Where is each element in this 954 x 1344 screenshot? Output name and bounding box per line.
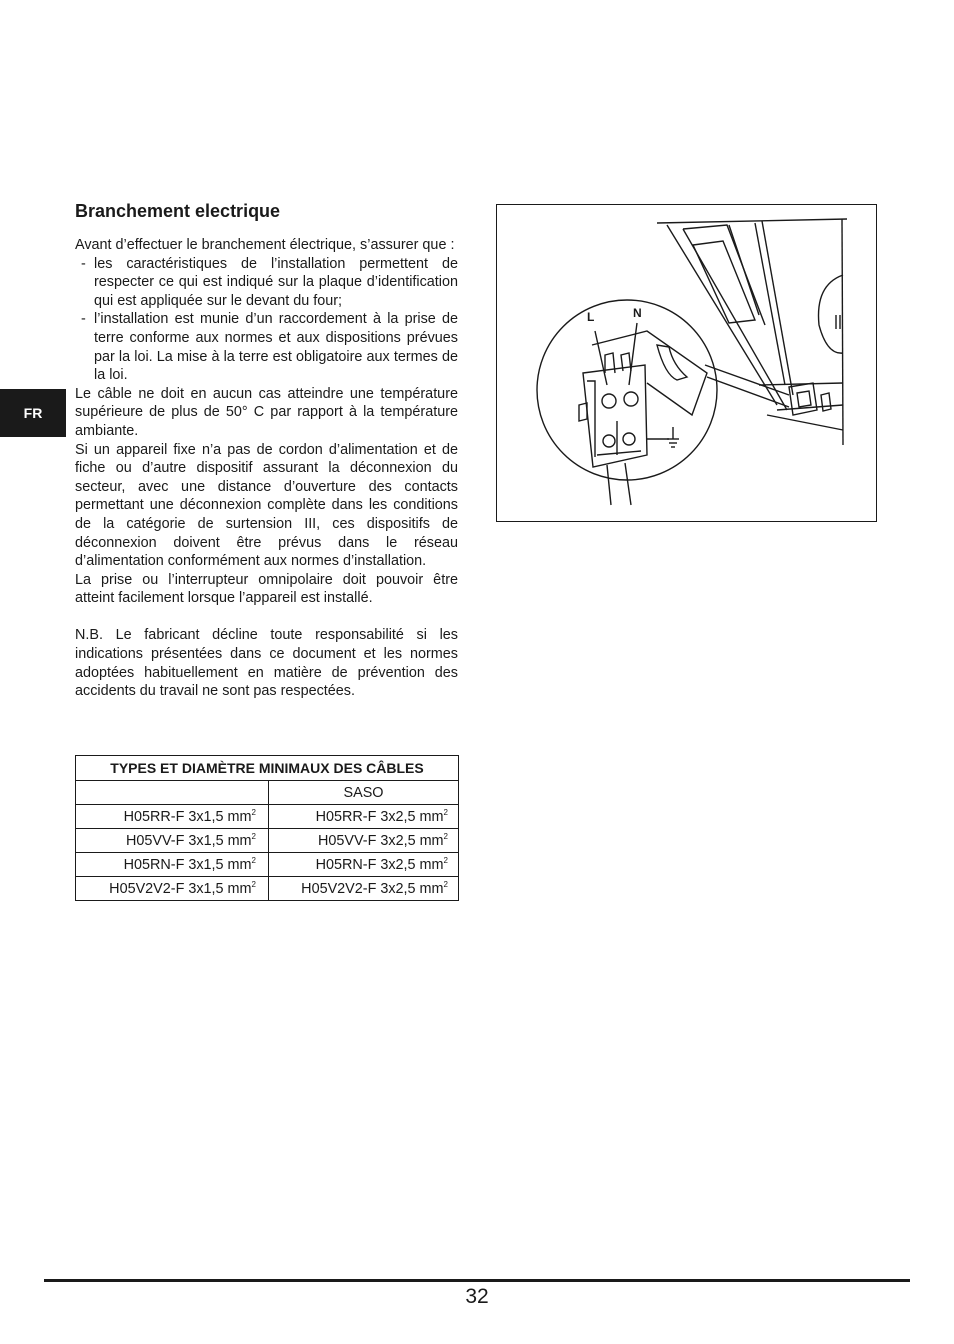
bullet-marker: - [81,311,86,328]
intro-paragraph: Avant d’effectuer le branchement électrique, s’assurer que : [75,237,455,253]
table-cell: H05RN-F 3x1,5 $mm^2$ [76,853,269,877]
table-row [76,805,459,829]
table-row [76,853,459,877]
table-cell: H05RR-F 3x2,5 $mm^2$ [269,805,459,829]
table-cell: H05VV-F 3x2,5 $mm^2$ [269,829,459,853]
table-title: TYPES ET DIAMÈTRE MINIMAUX DES CÂBLES [76,756,459,781]
nb-paragraph: N.B. Le fabricant décline toute responsabilité si les indications présentées dans ce document et les normes adoptées habituellement en matière de prévention des accidents du travail ne sont pas respectées. [75,627,458,700]
list-item [75,310,458,384]
bullet-marker: - [81,255,86,272]
list-item-text: l’installation est munie d’un raccordement à la prise de terre conforme aux normes et aux dispositions prévues par la loi. La mise à la terre est obligatoire aux termes de la loi. [94,311,458,384]
column-header-saso: SASO [269,781,459,805]
table-row [76,877,459,901]
footer-rule [44,1279,910,1282]
page-number: 32 [465,1285,489,1308]
table-cell: H05VV-F 3x1,5 $mm^2$ [76,829,269,853]
disconnect-paragraph: Si un appareil fixe n’a pas de cordon d’alimentation et de fiche ou d’autre dispositif assurant la déconnexion du secteur, avec une distance d’ouverture des contacts permettant une déconnexion complète dans les conditions de la catégorie de surtension III, ces dispositifs de déconnexion doivent être prévus dans le réseau d’alimentation conformément aux normes d’installation. [75,441,458,570]
temperature-paragraph: Le câble ne doit en aucun cas atteindre une température supérieure de plus de 50° C par rapport à la température ambiante. [75,385,458,439]
terminal-block-illustration [497,205,876,521]
list-item [75,255,458,311]
table-row [76,829,459,853]
table-cell: H05V2V2-F 3x1,5 $mm^2$ [76,877,269,901]
live-terminal-label: L [587,310,595,324]
language-tab: FR [0,389,66,437]
switch-paragraph: La prise ou l’interrupteur omnipolaire doit pouvoir être atteint facilement lorsque l’appareil est installé. [75,571,458,607]
earth-ground-icon [667,427,679,447]
neutral-terminal-label: N [633,306,642,320]
table-cell: H05RR-F 3x1,5 $mm^2$ [76,805,269,829]
table-cell: H05RN-F 3x2,5 $mm^2$ [269,853,459,877]
wiring-diagram-figure [496,204,877,522]
table-cell: H05V2V2-F 3x2,5 $mm^2$ [269,877,459,901]
text-column [75,200,458,701]
section-title: Branchement electrique [75,201,281,221]
cable-types-table [75,755,459,901]
list-item-text: les caractéristiques de l’installation permettent de respecter ce qui est indiqué sur la plaque d’identification qui est appliquée sur le devant du four; [94,255,458,309]
column-header-left [76,781,269,805]
requirement-list [75,255,458,385]
